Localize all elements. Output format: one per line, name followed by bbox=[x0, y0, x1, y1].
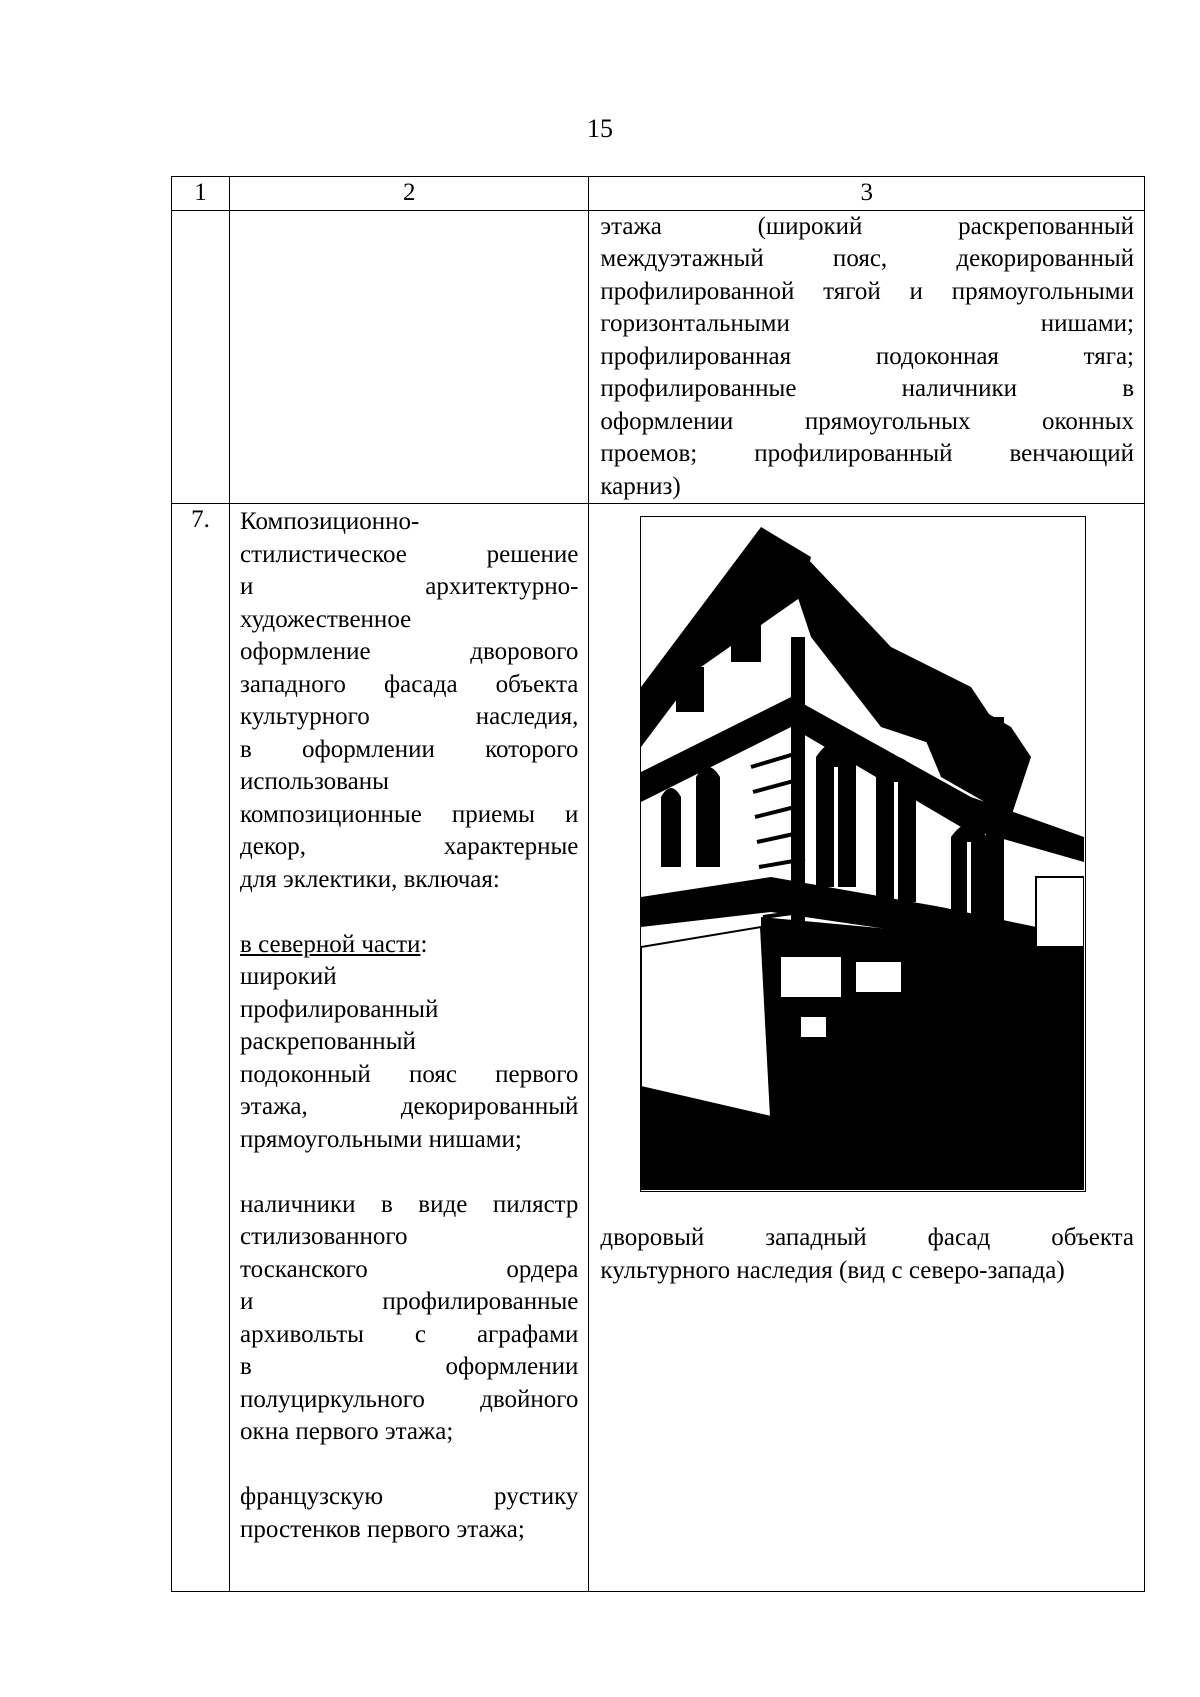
paragraph-gap bbox=[240, 896, 578, 929]
photo-shop-opening bbox=[801, 1017, 826, 1037]
row-7-number: 7. bbox=[172, 504, 230, 1592]
item-line: прямоугольными нишами; bbox=[240, 1125, 522, 1153]
continued-line: горизонтальными нишами; bbox=[600, 310, 1134, 337]
header-col-1: 1 bbox=[172, 177, 230, 211]
photo-shop-opening bbox=[781, 957, 841, 997]
item-line: французскую рустику bbox=[240, 1483, 579, 1510]
paragraph-gap bbox=[240, 1156, 578, 1189]
continued-description bbox=[589, 211, 1144, 504]
photo-lower-wall bbox=[641, 927, 771, 1117]
item-line: в оформлении bbox=[240, 1353, 579, 1380]
table-header-row bbox=[172, 177, 1145, 211]
section-heading-colon: : bbox=[420, 930, 428, 958]
facade-photo bbox=[640, 516, 1086, 1192]
item-line: широкий bbox=[240, 963, 337, 990]
continued-line: профилированные наличники в bbox=[600, 375, 1134, 402]
intro-line: декор, характерные bbox=[240, 833, 579, 860]
photo-arched-window bbox=[696, 767, 720, 867]
item-line: тосканского ордера bbox=[240, 1255, 579, 1283]
photo-caption bbox=[589, 1192, 1144, 1287]
item-line: этажа, декорированный bbox=[240, 1093, 579, 1120]
row-continued-name-cell bbox=[230, 210, 589, 504]
photo-arched-window bbox=[661, 788, 681, 867]
continued-line: этажа (широкий раскрепованный bbox=[600, 212, 1134, 240]
paragraph-gap bbox=[240, 1449, 578, 1482]
continued-line: профилированной тягой и прямоугольными bbox=[600, 277, 1134, 305]
intro-line: использованы bbox=[240, 768, 389, 795]
caption-line: дворовый западный фасад объекта bbox=[600, 1224, 1134, 1251]
continued-line: оформлении прямоугольных оконных bbox=[600, 407, 1134, 435]
photo-distant-building bbox=[1036, 877, 1084, 947]
intro-line: стилистическое решение bbox=[240, 540, 579, 568]
photo-attic-window bbox=[676, 667, 704, 712]
page-number: 15 bbox=[587, 114, 613, 143]
item-line: раскрепованный bbox=[240, 1028, 416, 1055]
continued-line: проемов; профилированный венчающий bbox=[600, 440, 1134, 467]
item-line: профилированный bbox=[240, 995, 439, 1023]
row-continued-description-cell bbox=[589, 210, 1145, 504]
section-heading: в северной части bbox=[240, 930, 421, 958]
header-col-3: 3 bbox=[589, 177, 1145, 211]
section-heading-line bbox=[240, 929, 578, 962]
intro-line: западного фасада объекта bbox=[240, 670, 579, 698]
item-line: полуциркульного двойного bbox=[240, 1385, 579, 1413]
row-continued-number-cell bbox=[172, 210, 230, 504]
intro-line: оформление дворового bbox=[240, 638, 579, 665]
item-line: архивольты с аграфами bbox=[240, 1320, 579, 1348]
table-row-7 bbox=[172, 504, 1145, 1592]
continued-line: карниз) bbox=[600, 472, 681, 500]
continued-line: междуэтажный пояс, декорированный bbox=[600, 245, 1134, 272]
item-line: стилизованного bbox=[240, 1223, 408, 1250]
caption-line: культурного наследия (вид с северо-запада) bbox=[600, 1256, 1065, 1284]
table-row-continued bbox=[172, 210, 1145, 504]
heritage-table bbox=[171, 176, 1145, 1592]
intro-line: и архитектурно- bbox=[240, 573, 579, 600]
facade-photo-drawing bbox=[641, 517, 1084, 1190]
continued-line: профилированная подоконная тяга; bbox=[600, 342, 1134, 370]
intro-line: композиционные приемы и bbox=[240, 800, 579, 828]
intro-line: художественное bbox=[240, 605, 412, 633]
header-col-2: 2 bbox=[230, 177, 589, 211]
item-line: простенков первого этажа; bbox=[240, 1515, 525, 1543]
intro-line: для эклектики, включая: bbox=[240, 865, 500, 893]
intro-line: культурного наследия, bbox=[240, 703, 579, 730]
photo-shop-opening bbox=[856, 962, 901, 992]
item-line: наличники в виде пилястр bbox=[240, 1190, 579, 1218]
item-line: и профилированные bbox=[240, 1288, 579, 1315]
photo-attic-window bbox=[731, 612, 761, 662]
row-7-description-cell bbox=[230, 504, 589, 1592]
photo-pilaster bbox=[986, 717, 1004, 947]
item-line: подоконный пояс первого bbox=[240, 1060, 579, 1088]
row-7-illustration-cell bbox=[589, 504, 1145, 1592]
intro-line: в оформлении которого bbox=[240, 735, 579, 763]
intro-line: Композиционно- bbox=[240, 508, 420, 535]
item-line: окна первого этажа; bbox=[240, 1418, 454, 1445]
